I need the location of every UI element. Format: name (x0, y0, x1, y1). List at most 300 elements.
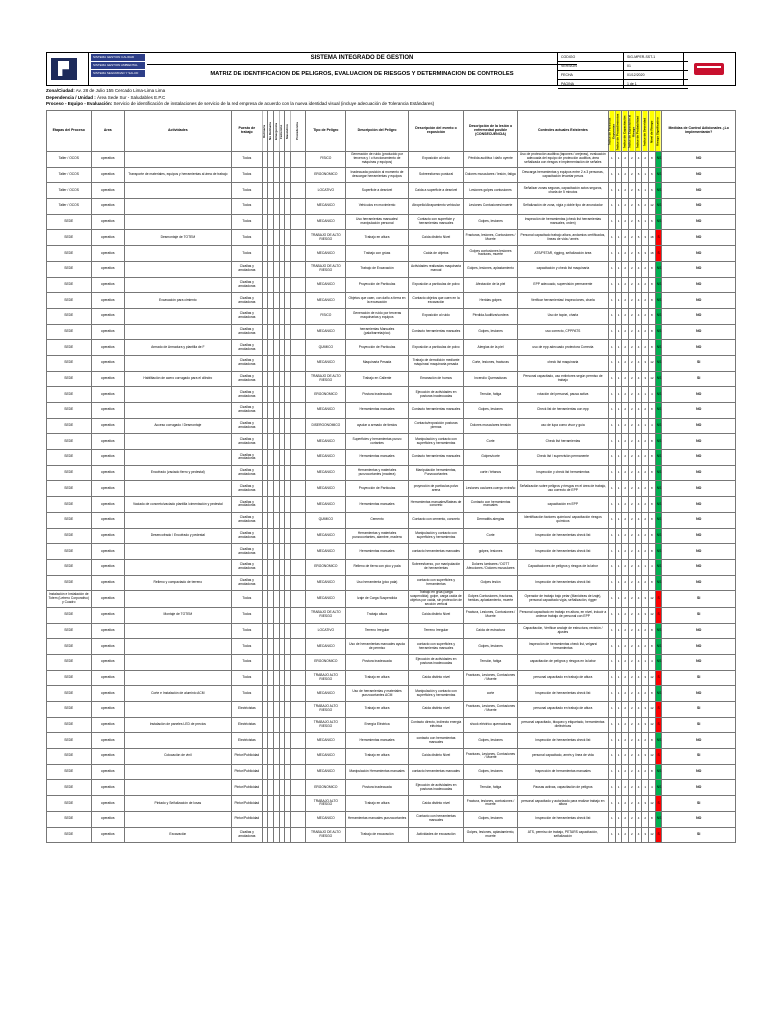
cell-tipo: MECANICO (306, 450, 346, 466)
cell-area: operativa (91, 481, 124, 497)
cell-area: operativa (91, 277, 124, 293)
cell-control: personal capacitado, arnés y línea de vida (517, 749, 608, 765)
cell-area: operativa (91, 183, 124, 199)
cell-peligro: Maquinaria Pesada (346, 355, 408, 371)
cell-ev-3: 2 (629, 214, 636, 230)
cell-tipo: TRABAJO ALTO RIESGO (306, 702, 346, 718)
table-row (47, 403, 736, 419)
cell-act (124, 324, 231, 340)
cell-control: capacitación en EPP (517, 497, 608, 513)
cell-ev-7: NS (655, 214, 662, 230)
cell-consecuencia: Golpes lesión (464, 575, 517, 591)
cell-area: operativa (91, 528, 124, 544)
cell-tipo: MECANICO (306, 434, 346, 450)
cell-act: Vaciado de concreto/vaciado plantilla /cimentación y pedestal (124, 497, 231, 513)
cell-area: operativa (91, 780, 124, 796)
table-row (47, 434, 736, 450)
cell-etapa: SEDE (47, 387, 92, 403)
cell-ev-1: 1 (615, 512, 622, 528)
cell-ev-5: 3 (642, 796, 649, 812)
cell-tipo: MECANICO (306, 764, 346, 780)
cell-act (124, 277, 231, 293)
meta-version-label: VERSION (561, 64, 577, 68)
cell-act: Encofrado (vaciado fierro y pedestal) (124, 465, 231, 481)
cell-puesto: Pintor/Publicidad (231, 764, 262, 780)
cell-control: capacitación y check list maquinaria (517, 261, 608, 277)
cell-ev-3: 2 (629, 780, 636, 796)
certification-strips (89, 53, 147, 85)
cell-ev-4: 4 (635, 764, 642, 780)
cell-ev-4: 4 (635, 277, 642, 293)
cell-medidas: NO (662, 152, 736, 168)
meta-version (558, 62, 688, 71)
cell-peligro: Uso de herramientas y materiales punzocortantes ACM (346, 686, 408, 702)
cell-etapa: SEDE (47, 230, 92, 246)
cell-peligro: Herramientas manuales (346, 403, 408, 419)
table-row (47, 702, 736, 718)
cell-ev-6: 4 (649, 654, 656, 670)
cell-ev-7: NS (655, 434, 662, 450)
cell-act: Armado de Armadura y plantilla de F (124, 340, 231, 356)
cell-ev-1: 1 (615, 293, 622, 309)
cell-ev-1: 1 (615, 702, 622, 718)
cell-riesgo: Sobreesfuerzo postural (408, 167, 464, 183)
cell-medidas: NO (662, 481, 736, 497)
risk-matrix-table (46, 110, 736, 843)
cell-consecuencia: Golpes, lesiones (464, 214, 517, 230)
cell-tipo: MECANICO (306, 528, 346, 544)
cell-ev-2: 2 (622, 230, 629, 246)
cell-medidas: SI (662, 371, 736, 387)
cell-control: uso correcto, CPPPATS (517, 324, 608, 340)
cell-check (290, 371, 306, 387)
cell-riesgo: Contacto con cemento, concreto (408, 512, 464, 528)
cell-act (124, 512, 231, 528)
cell-ev-2: 2 (622, 749, 629, 765)
cell-tipo: QUIMICO (306, 340, 346, 356)
cell-tipo: ERGONOMICO (306, 654, 346, 670)
cell-medidas: NO (662, 559, 736, 575)
cell-ev-3: 2 (629, 607, 636, 623)
cell-consecuencia: Fracturas, Lesiones, Contusiones / Muerte (464, 749, 517, 765)
cell-ev-5: 2 (642, 261, 649, 277)
cell-ev-3: 2 (629, 418, 636, 434)
cell-puesto: Todos (231, 654, 262, 670)
cell-ev-0: 1 (609, 780, 616, 796)
cell-ev-2: 2 (622, 811, 629, 827)
cell-ev-5: 2 (642, 528, 649, 544)
cell-tipo: MECANICO (306, 403, 346, 419)
cell-etapa: SEDE (47, 764, 92, 780)
cell-control: Check list herramientas (517, 434, 608, 450)
cell-consecuencia: Dolores musculares / lesión, fatiga (464, 167, 517, 183)
cell-ev-4: 4 (635, 654, 642, 670)
cell-ev-4: 4 (635, 780, 642, 796)
cell-puesto: Todos (231, 167, 262, 183)
cell-ev-5: 3 (642, 717, 649, 733)
cell-ev-0: 1 (609, 308, 616, 324)
cell-ev-1: 1 (615, 418, 622, 434)
cell-puesto: Todos (231, 670, 262, 686)
cell-tipo: MECANICO (306, 811, 346, 827)
col-consecuencia: Descripción de la lesión o enfermedad posible (CONSECUENCIA) (464, 111, 517, 152)
cell-ev-2: 2 (622, 403, 629, 419)
cell-check (290, 670, 306, 686)
cell-area: operativa (91, 670, 124, 686)
table-row (47, 355, 736, 371)
cell-area: operativa (91, 717, 124, 733)
cell-ev-6: 8 (649, 544, 656, 560)
cell-ev-5: 2 (642, 403, 649, 419)
col-medidas: Medidas de Control Adicionales ¿Lo implementarán? (662, 111, 736, 152)
cell-check (290, 214, 306, 230)
cell-ev-0: 1 (609, 261, 616, 277)
cell-medidas: NO (662, 639, 736, 655)
cell-tipo: ERGONOMICO (306, 780, 346, 796)
cell-ev-3: 2 (629, 167, 636, 183)
cell-peligro: Terreno Irregular (346, 623, 408, 639)
cell-peligro: Superficie a desnivel (346, 183, 408, 199)
cell-puesto: Cizallas y amoladoras (231, 434, 262, 450)
cell-act: Excavación (124, 827, 231, 843)
cell-area: operativa (91, 230, 124, 246)
cell-riesgo: Contacto directo, indirecto energía eléctrica (408, 717, 464, 733)
cell-ev-6: 4 (649, 418, 656, 434)
meta-page-label: PAGINA (561, 82, 574, 86)
cell-puesto: Pintor/Publicidad (231, 796, 262, 812)
cell-ev-2: 2 (622, 324, 629, 340)
cell-medidas: NO (662, 497, 736, 513)
cell-ev-1: 1 (615, 559, 622, 575)
table-row (47, 340, 736, 356)
cell-control: Inspección de herramientas manuales (517, 764, 608, 780)
table-row (47, 717, 736, 733)
cell-riesgo: contacto con superficies y herramientas manuales (408, 639, 464, 655)
cell-control: Señalizar zonas seguras, capacitación actos seguros, charla de 5 minutos (517, 183, 608, 199)
cell-etapa: SEDE (47, 465, 92, 481)
cell-ev-7: NS (655, 183, 662, 199)
cell-peligro: herramientas Manuales (pala/barreta/pico) (346, 324, 408, 340)
cell-consecuencia: Pérdida Auditiva/sordera (464, 308, 517, 324)
cell-tipo: MECANICO (306, 497, 346, 513)
cell-ev-6: 8 (649, 308, 656, 324)
cell-etapa: SEDE (47, 324, 92, 340)
cell-ev-3: 2 (629, 403, 636, 419)
cell-control: Check list de herramientas con epp (517, 403, 608, 419)
cell-peligro: Generación de ruido por terceras maquinarias y equipos (346, 308, 408, 324)
cell-control: ATS/PETAR, rigging, señalización área (517, 246, 608, 262)
cell-consecuencia: Corte (464, 528, 517, 544)
cell-act (124, 764, 231, 780)
cell-ev-3: 2 (629, 246, 636, 262)
cell-ev-1: 1 (615, 623, 622, 639)
cell-riesgo: proyección de partículas polvo arena (408, 481, 464, 497)
cell-ev-4: 4 (635, 371, 642, 387)
info-process-value: Servicio de identificación de instalaciones de servicio de la red empresa de acuerdo con la nueva identidad visual (incluye adecuación de Tolerancia Estándares) (113, 101, 435, 106)
cell-area: operativa (91, 434, 124, 450)
cell-ev-7: S (655, 246, 662, 262)
cell-check (290, 167, 306, 183)
cell-tipo: TRABAJO DE ALTO RIESGO (306, 827, 346, 843)
cell-tipo: MECANICO (306, 591, 346, 608)
cell-ev-7: NS (655, 340, 662, 356)
cell-puesto: Cizallas y amoladoras (231, 559, 262, 575)
cell-medidas: NO (662, 434, 736, 450)
cell-consecuencia: Tensión, fatiga (464, 654, 517, 670)
cell-ev-5: 3 (642, 702, 649, 718)
cell-act: Colocación de vinil (124, 749, 231, 765)
cell-ev-5: 2 (642, 481, 649, 497)
cell-puesto: Cizallas y amoladoras (231, 575, 262, 591)
cell-ev-0: 1 (609, 686, 616, 702)
cell-ev-1: 1 (615, 528, 622, 544)
cell-ev-1: 1 (615, 403, 622, 419)
cell-act: Desmontaje de TOTEM (124, 230, 231, 246)
cert-strip-quality: SISTEMA GESTION CALIDAD (91, 54, 145, 61)
cell-ev-2: 2 (622, 214, 629, 230)
cell-riesgo: Caída de objetos (408, 246, 464, 262)
cell-area: operativa (91, 559, 124, 575)
cell-ev-5: 3 (642, 246, 649, 262)
cell-area: operativa (91, 152, 124, 168)
cell-ev-4: 4 (635, 450, 642, 466)
cell-riesgo: Caída distinto nivel (408, 702, 464, 718)
cell-ev-0: 1 (609, 796, 616, 812)
cell-riesgo: Emanación de humos (408, 371, 464, 387)
cell-ev-6: 8 (649, 639, 656, 655)
cell-area: operativa (91, 512, 124, 528)
cell-act (124, 308, 231, 324)
cell-riesgo: contacto herramientas manuales (408, 544, 464, 560)
cell-tipo: MECANICO (306, 246, 346, 262)
cell-ev-5: 2 (642, 811, 649, 827)
cell-area: operativa (91, 607, 124, 623)
cell-ev-1: 1 (615, 261, 622, 277)
cell-check (290, 623, 306, 639)
cell-tipo: DISERGONOMICO (306, 418, 346, 434)
cell-medidas: SI (662, 591, 736, 608)
cell-ev-3: 2 (629, 434, 636, 450)
cell-ev-7: NS (655, 623, 662, 639)
cell-ev-3: 2 (629, 308, 636, 324)
meta-date-label: FECHA (561, 73, 573, 77)
cell-puesto: Cizallas y amoladoras (231, 403, 262, 419)
cell-control: Personal capacitado trabajo altura, andamios certificados, líneas de vida / arnés (517, 230, 608, 246)
cell-peligro: Herramientas manuales (346, 733, 408, 749)
cell-check (290, 733, 306, 749)
cell-peligro: Trabajo de excavación (346, 827, 408, 843)
info-zone-label: Zona/Ciudad: (46, 88, 75, 93)
cell-ev-2: 2 (622, 670, 629, 686)
cell-ev-2: 2 (622, 246, 629, 262)
cell-ev-4: 4 (635, 355, 642, 371)
cell-ev-1: 1 (615, 811, 622, 827)
col-emergencia: Emergencia (274, 111, 280, 152)
cell-riesgo: Caída distinto nivel (408, 670, 464, 686)
matrix-title: MATRIZ DE IDENTIFICACION DE PELIGROS, EVALUACION DE RIESGOS Y DETERMINACION DE CONTROLES (210, 71, 514, 77)
cell-riesgo: Atropello/Atrapamiento vehicular (408, 199, 464, 215)
cell-puesto: Todos (231, 183, 262, 199)
cell-riesgo: Trabajo en grúa (carga suspendida); golpe, carga caída de objetos por caída, sin protección de sección vertical (409, 590, 463, 606)
cell-control: EPP adecuado, supervisión permanente (517, 277, 608, 293)
cell-ev-7: NS (655, 528, 662, 544)
table-row (47, 811, 736, 827)
cell-peligro: Herramientas manuales punzocortantes (346, 811, 408, 827)
cell-consecuencia: Fracturas, Lesiones, Contusiones / Muerte (464, 702, 517, 718)
cell-check (290, 764, 306, 780)
cell-tipo: TRABAJO ALTO RIESGO (306, 796, 346, 812)
cell-ev-4: 4 (635, 512, 642, 528)
system-title: SISTEMA INTEGRADO DE GESTION (147, 53, 577, 65)
cell-check (290, 481, 306, 497)
cell-ev-1: 1 (615, 340, 622, 356)
cell-etapa: SEDE (47, 481, 92, 497)
cell-area: operativa (91, 827, 124, 843)
cell-control: Inspección de herramientas check list (517, 686, 608, 702)
cell-ev-0: 1 (609, 670, 616, 686)
cell-ev-7: NS (655, 481, 662, 497)
meta-version-value: 01 (623, 62, 688, 70)
cell-ev-7: S (655, 702, 662, 718)
table-row (47, 324, 736, 340)
cell-riesgo: Actividades de excavación (408, 827, 464, 843)
cell-etapa: SEDE (47, 796, 92, 812)
cell-ev-6: 12 (649, 702, 656, 718)
cell-ev-2: 2 (622, 654, 629, 670)
cell-check (290, 654, 306, 670)
cell-ev-5: 2 (642, 434, 649, 450)
cell-check (290, 575, 306, 591)
cell-ev-6: 8 (649, 434, 656, 450)
cell-act: Transporte de materiales, equipos y herramientas al área de trabajo (124, 167, 231, 183)
cell-act (124, 403, 231, 419)
cell-ev-4: 4 (635, 796, 642, 812)
cell-ev-1: 1 (615, 575, 622, 591)
cell-tipo: TRABAJO DE ALTO RIESGO (306, 230, 346, 246)
cell-puesto: Todos (231, 607, 262, 623)
info-zone-value: Av. 28 de Julio 155 Cercado Lima-Lima Lima (75, 88, 166, 93)
cell-consecuencia: Fractura, Lesiones, Contusiones / Muerte (464, 607, 517, 623)
cell-peligro: Trabajo en Caliente (346, 371, 408, 387)
cell-ev-3: 2 (629, 686, 636, 702)
cell-ev-0: 1 (609, 827, 616, 843)
cell-ev-1: 1 (615, 749, 622, 765)
cell-check (290, 591, 306, 608)
cell-ev-1: 1 (615, 277, 622, 293)
cell-ev-0: 1 (609, 340, 616, 356)
cell-tipo: TRABAJO DE ALTO RIESGO (306, 261, 346, 277)
cell-ev-0: 1 (609, 654, 616, 670)
cell-etapa: Taller / OCOS (47, 167, 92, 183)
meta-code-label: CODIGO (561, 55, 576, 59)
cell-ev-3: 2 (629, 559, 636, 575)
cell-ev-5: 1 (642, 214, 649, 230)
cell-etapa: SEDE (47, 575, 92, 591)
table-row (47, 481, 736, 497)
cell-ev-4: 6 (635, 167, 642, 183)
cell-ev-1: 1 (615, 324, 622, 340)
cell-ev-1: 1 (615, 796, 622, 812)
cell-area: operativa (91, 246, 124, 262)
cell-ev-6: 8 (649, 465, 656, 481)
meta-date-value: 01/12/2020 (623, 71, 688, 79)
table-row (47, 183, 736, 199)
table-row (47, 277, 736, 293)
matrix-sheet (28, 12, 760, 1012)
cell-control: Inspección de herramientas check list (517, 811, 608, 827)
cell-ev-5: 1 (642, 167, 649, 183)
cell-ev-0: 1 (609, 702, 616, 718)
cell-peligro: Izaje de Carga Suspendida (346, 591, 408, 608)
cell-consecuencia: Incendio Quemaduras (464, 371, 517, 387)
cell-consecuencia: Golpes contusiones lesiones fracturas, muerte (464, 246, 517, 262)
cell-peligro: Herramientas manuales (346, 544, 408, 560)
cell-ev-4: 6 (635, 183, 642, 199)
cell-ev-0: 1 (609, 811, 616, 827)
cell-tipo: TRABAJO ALTO RIESGO (306, 717, 346, 733)
cell-check (290, 152, 306, 168)
cell-ev-4: 6 (635, 199, 642, 215)
cell-check (290, 293, 306, 309)
cell-ev-1: 1 (615, 827, 622, 843)
cell-ev-1: 1 (615, 387, 622, 403)
cell-control: Uso de tapón, charla (517, 308, 608, 324)
cell-ev-6: 12 (649, 749, 656, 765)
cell-act: Excavación para cimiento (124, 293, 231, 309)
cell-ev-2: 2 (622, 796, 629, 812)
cell-riesgo: Contacto herramientas manuales (408, 450, 464, 466)
cell-area: operativa (91, 387, 124, 403)
cell-ev-1: 1 (615, 670, 622, 686)
cell-ev-2: 2 (622, 183, 629, 199)
cell-ev-0: 1 (609, 293, 616, 309)
cell-ev-4: 4 (635, 607, 642, 623)
cell-ev-5: 3 (642, 371, 649, 387)
col-procedencia: Procedencia (290, 111, 306, 152)
cell-ev-1: 1 (615, 591, 622, 608)
cell-peligro: Objetos que caen, con daño a tierra en la excavación (346, 293, 408, 309)
cell-act (124, 591, 231, 608)
table-row (47, 261, 736, 277)
cell-riesgo: Contacto herramientas manuales (408, 324, 464, 340)
cell-ev-4: 4 (635, 623, 642, 639)
cell-tipo: MECANICO (306, 465, 346, 481)
cell-peligro: Manipulación Herramientas manuales (346, 764, 408, 780)
cell-ev-3: 2 (629, 481, 636, 497)
cell-puesto: Cizallas y amoladoras (231, 371, 262, 387)
cell-ev-3: 2 (629, 717, 636, 733)
cell-check (290, 811, 306, 827)
cell-ev-6: 4 (649, 780, 656, 796)
cell-control: ATS, permiso de trabajo, PETARS capacitación, señalización (517, 827, 608, 843)
cell-ev-1: 1 (615, 481, 622, 497)
document-header (46, 52, 736, 86)
cell-ev-3: 2 (629, 387, 636, 403)
cell-consecuencia: Alergias de la piel (464, 340, 517, 356)
table-row (47, 749, 736, 765)
table-row (47, 733, 736, 749)
cell-riesgo: Contacto con superficie y herramientas manuales (408, 214, 464, 230)
cell-ev-5: 3 (642, 749, 649, 765)
cell-ev-3: 2 (629, 324, 636, 340)
cell-ev-7: S (655, 670, 662, 686)
cell-consecuencia: Afectación de la piel (464, 277, 517, 293)
cell-riesgo: Contacto con herramientas manuales (408, 811, 464, 827)
table-row (47, 764, 736, 780)
cell-check (290, 183, 306, 199)
cell-peligro: Relleno de tierra con pico y pala (346, 559, 408, 575)
cell-riesgo: Manipulación y contacto con superficies y herramientas (408, 434, 464, 450)
